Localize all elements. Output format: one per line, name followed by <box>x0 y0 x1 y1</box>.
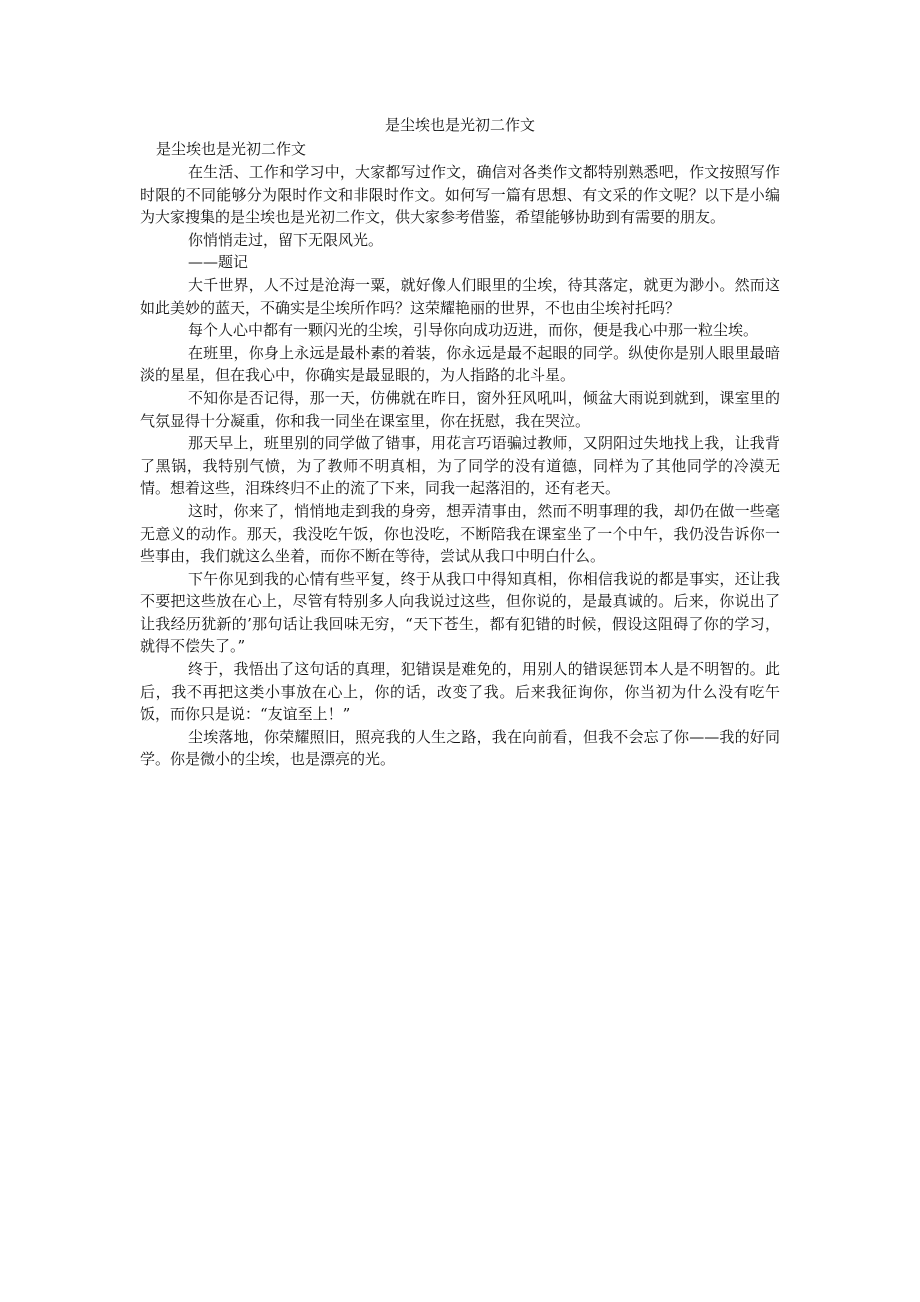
paragraph-body: 不知你是否记得，那一天，仿佛就在昨日，窗外狂风吼叫，倾盆大雨说到就到，课室里的气氛显得十分凝重，你和我一同坐在课室里，你在抚慰，我在哭泣。 <box>140 388 780 430</box>
document-title: 是尘埃也是光初二作文 <box>384 116 535 134</box>
paragraph-body: 终于，我悟出了这句话的真理，犯错误是难免的，用别人的错误惩罚本人是不明智的。此后，我不再把这类小事放在心上，你的话，改变了我。后来我征询你，你当初为什么没有吃午饭，而你只是说：“友谊至上！” <box>140 660 780 724</box>
paragraph-body: 这时，你来了，悄悄地走到我的身旁，想弄清事由，然而不明事理的我，却仍在做一些毫无意义的动作。那天，我没吃午饭，你也没吃，不断陪我在课室坐了一个中午，我仍没告诉你一些事由，我们就这么坐着，而你不断在等待，尝试从我口中明白什么。 <box>140 501 780 566</box>
document-page <box>140 113 780 771</box>
paragraph-intro: 在生活、工作和学习中，大家都写过作文，确信对各类作文都特别熟悉吧，作文按照写作时限的不同能够分为限时作文和非限时作文。如何写一篇有思想、有文采的作文呢？以下是小编为大家搜集的是尘埃也是光初二作文，供大家参考借鉴，希望能够协助到有需要的朋友。 <box>140 163 780 227</box>
document-subtitle: 是尘埃也是光初二作文 <box>156 140 307 158</box>
paragraph-body: 下午你见到我的心情有些平复，终于从我口中得知真相，你相信我说的都是事实，还让我不要把这些放在心上，尽管有特别多人向我说过这些，但你说的，是最真诚的。后来，你说出了让我经历犹新的’那句话让我回味无穷，“天下苍生，都有犯错的时候，假设这阻碍了你的学习，就得不偿失了。” <box>140 569 780 656</box>
paragraph-body: 大千世界，人不过是沧海一粟，就好像人们眼里的尘埃，待其落定，就更为渺小。然而这如此美妙的蓝天，不确实是尘埃所作吗？这荣耀艳丽的世界，不也由尘埃衬托吗？ <box>140 275 780 317</box>
paragraph-body: 在班里，你身上永远是最朴素的着装，你永远是最不起眼的同学。纵使你是别人眼里最暗淡的星星，但在我心中，你确实是最显眼的，为人指路的北斗星。 <box>140 343 780 385</box>
paragraph-epigraph: 你悄悄走过，留下无限风光。 <box>188 230 384 249</box>
paragraph-body: 每个人心中都有一颗闪光的尘埃，引导你向成功迈进，而你，便是我心中那一粒尘埃。 <box>188 321 759 340</box>
paragraph-epigraph-attribution: ——题记 <box>188 253 249 272</box>
paragraph-conclusion: 尘埃落地，你荣耀照旧，照亮我的人生之路，我在向前看，但我不会忘了你——我的好同学。你是微小的尘埃，也是漂亮的光。 <box>140 727 780 769</box>
paragraph-body: 那天早上，班里别的同学做了错事，用花言巧语骗过教师，又阴阳过失地找上我，让我背了黑锅，我特别气愤，为了教师不明真相，为了同学的没有道德，同样为了其他同学的冷漠无情。想着这些，泪珠终归不止的流了下来，同我一起落泪的，还有老天。 <box>140 434 780 498</box>
